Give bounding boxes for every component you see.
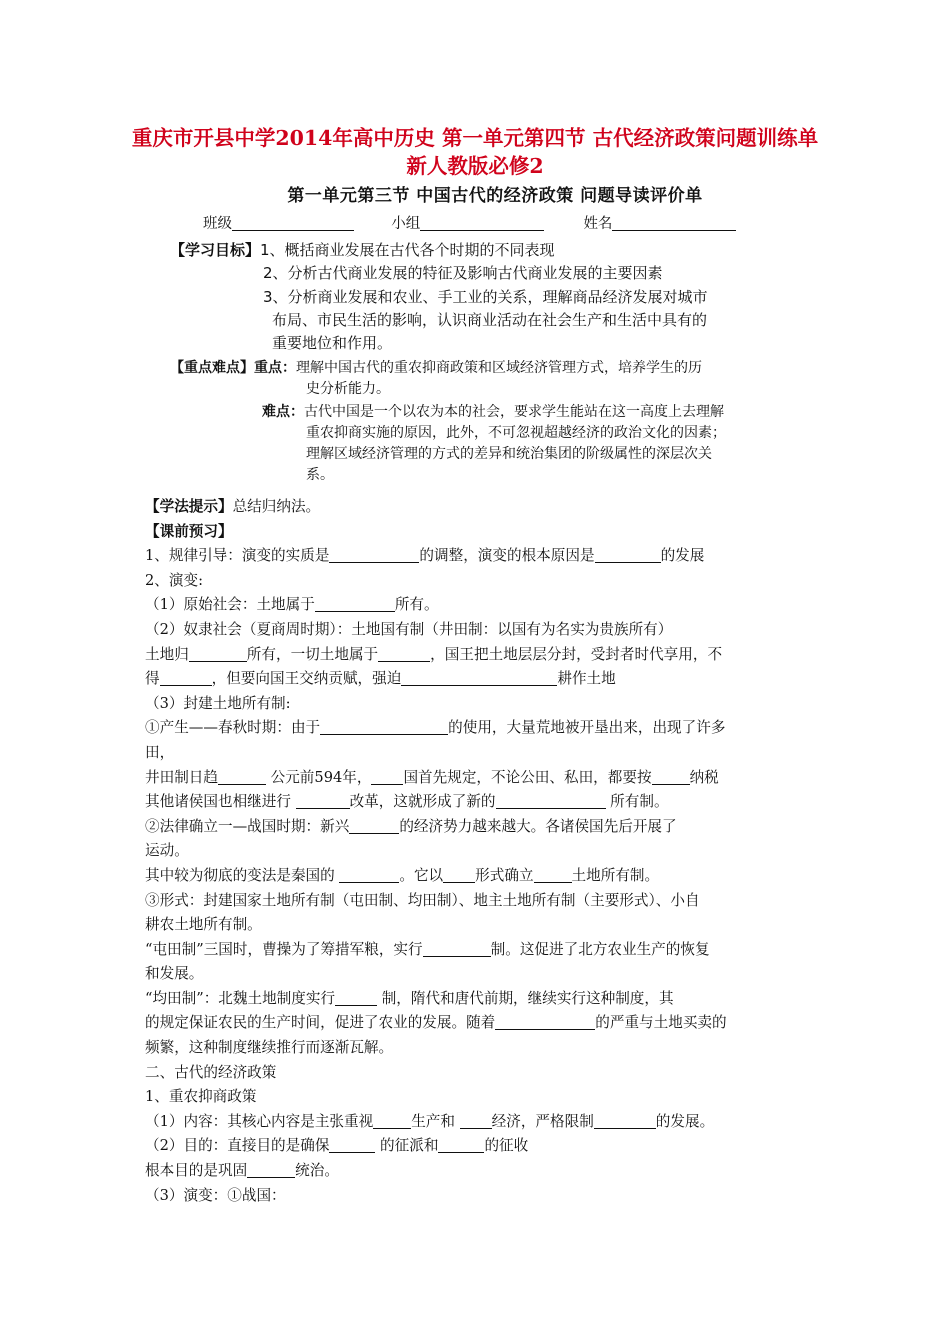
- text-segment: 所有。: [394, 596, 439, 614]
- text-segment: 的发展: [660, 547, 705, 565]
- body-line: 2、演变:: [145, 571, 203, 589]
- focus-line: 史分析能力。: [306, 381, 390, 397]
- text-segment: 井田制日趋: [145, 768, 218, 786]
- body-line: [145, 544, 815, 569]
- fill-in-blank: [296, 792, 350, 809]
- text-segment: 其他诸侯国也相继进行: [145, 793, 296, 811]
- fill-in-blank: [339, 866, 399, 883]
- fill-in-blank: [160, 669, 212, 686]
- fill-in-blank: [401, 669, 557, 686]
- body-line: [145, 987, 815, 1012]
- difficulty-line: 理解区域经济管理的方式的差异和统治集团的阶级属性的深层次关: [306, 446, 712, 462]
- text-segment: 土地归: [145, 645, 189, 663]
- body-line: 频繁，这种制度继续推行而逐渐瓦解。: [145, 1039, 394, 1057]
- fill-in-blank: [371, 768, 403, 785]
- student-info-row: [203, 212, 736, 236]
- text-segment: 经济，严格限制: [491, 1112, 594, 1130]
- difficulty-line-1: 难点：古代中国是一个以农为本的社会，要求学生能站在这一高度上去理解: [262, 404, 724, 420]
- fill-in-blank: [329, 1136, 375, 1153]
- fill-in-blank: [438, 1136, 484, 1153]
- fill-in-blank: [423, 940, 491, 957]
- fill-in-blank: [443, 866, 475, 883]
- text-segment: 所有，一切土地属于: [246, 645, 379, 663]
- text-segment: 形式确立: [475, 866, 534, 884]
- goal-item: 3、分析商业发展和农业、手工业的关系，理解商品经济发展对城市: [263, 288, 708, 306]
- body-line: 运动。: [145, 842, 189, 860]
- text-segment: 的严重与土地买卖的: [595, 1014, 727, 1032]
- document-title: 重庆市开县中学2014年高中历史 第一单元第四节 古代经济政策问题训练单 新人教版必修2: [131, 126, 819, 178]
- body-line: [145, 716, 815, 741]
- class-blank: [232, 214, 354, 231]
- text-segment: “屯田制”三国时，曹操为了筹措军粮，实行: [145, 940, 423, 958]
- body-line: 耕农土地所有制。: [145, 916, 262, 934]
- class-label: 班级: [203, 216, 232, 232]
- body-line: （3）封建土地所有制:: [145, 694, 291, 712]
- text-segment: 统治。: [295, 1162, 339, 1180]
- text-segment: 根本目的是巩固: [145, 1162, 248, 1180]
- body-line: [145, 938, 815, 963]
- text-segment: 纳税: [689, 768, 719, 786]
- text-segment: 公元前594年，: [265, 768, 372, 786]
- text-segment: 的发展。: [655, 1112, 715, 1130]
- text-segment: “均田制”：北魏土地制度实行: [145, 989, 336, 1007]
- text-segment: 的调整，演变的根本原因是: [419, 547, 595, 565]
- preview-heading: 【课前预习】: [145, 522, 233, 540]
- body-line: [145, 864, 815, 889]
- fill-in-blank: [534, 866, 572, 883]
- body-line: [145, 593, 815, 618]
- fill-in-blank: [329, 546, 419, 563]
- fill-in-blank: [373, 1112, 411, 1129]
- learning-goals-line-1: 【学习目标】1、概括商业发展在古代各个时期的不同表现: [170, 241, 555, 259]
- group-label: 小组: [391, 216, 421, 232]
- fill-in-blank: [247, 1161, 295, 1178]
- body-line: （2）奴隶社会（夏商周时期）：土地国有制（井田制：以国有为名实为贵族所有）: [145, 620, 673, 638]
- text-segment: 国首先规定，不论公田、私田，都要按: [403, 768, 652, 786]
- text-segment: 的征派和: [375, 1137, 439, 1155]
- fill-in-blank: [320, 718, 448, 735]
- body-line: [145, 1134, 815, 1159]
- goal-item: 布局、市民生活的影响，认识商业活动在社会生产和生活中具有的: [272, 311, 708, 329]
- fill-in-blank: [496, 792, 606, 809]
- text-segment: （1）原始社会：土地属于: [145, 596, 315, 614]
- text-segment: 其中较为彻底的变法是秦国的: [145, 866, 340, 884]
- fill-in-blank: [652, 768, 690, 785]
- fill-in-blank: [189, 645, 247, 662]
- text-segment: ①产生——春秋时期：由于: [145, 719, 321, 737]
- text-segment: ，但要向国王交纳贡赋，强迫: [211, 670, 402, 688]
- text-segment: 1、规律引导：演变的实质是: [145, 547, 330, 565]
- goal-item: 2、分析古代商业发展的特征及影响古代商业发展的主要因素: [263, 264, 663, 282]
- text-segment: 总结归纳法。: [232, 498, 321, 515]
- name-blank: [612, 214, 736, 231]
- text-segment: 的经济势力越来越大。各诸侯国先后开展了: [399, 817, 677, 835]
- fill-in-blank: [349, 817, 399, 834]
- text-segment: 改革，这就形成了新的: [349, 793, 496, 811]
- key-label: 【重点难点】: [170, 360, 254, 376]
- body-line: [145, 790, 815, 815]
- text-segment: 生产和: [411, 1112, 460, 1130]
- text-segment: 【学法提示】: [145, 498, 233, 515]
- worksheet-body: [145, 495, 815, 1208]
- fill-in-blank: [218, 768, 266, 785]
- group-blank: [420, 214, 544, 231]
- body-line: [145, 667, 815, 692]
- body-line: ③形式：封建国家土地所有制（屯田制、均田制）、地主土地所有制（主要形式）、小自: [145, 891, 700, 909]
- text-segment: 。它以: [399, 866, 444, 884]
- body-line: [145, 1159, 815, 1184]
- method-line: [145, 495, 815, 520]
- text-segment: 得: [145, 670, 160, 688]
- text-segment: ②法律确立一—战国时期：新兴: [145, 817, 350, 835]
- body-line: 和发展。: [145, 965, 204, 983]
- text-segment: 耕作土地: [557, 670, 616, 688]
- body-line: [145, 1011, 815, 1036]
- focus-label: 重点：: [254, 360, 296, 376]
- fill-in-blank: [315, 595, 395, 612]
- body-line: 田，: [145, 743, 175, 761]
- body-line: [145, 815, 815, 840]
- body-line: [145, 766, 815, 791]
- goals-label: 【学习目标】: [170, 241, 261, 259]
- fill-in-blank: [495, 1013, 595, 1030]
- difficulty-line: 重农抑商实施的原因，此外，不可忽视超越经济的政治文化的因素；: [306, 425, 726, 441]
- body-line: [145, 1110, 815, 1135]
- text-segment: 的规定保证农民的生产时间，促进了农业的发展。随着: [145, 1014, 496, 1032]
- fill-in-blank: [595, 546, 661, 563]
- text-segment: 制。这促进了北方农业生产的恢复: [490, 940, 710, 958]
- name-label: 姓名: [583, 216, 613, 232]
- text-segment: 制，隋代和唐代前期，继续实行这种制度，其: [377, 989, 674, 1007]
- body-line: [145, 643, 815, 668]
- goal-item: 重要地位和作用。: [272, 334, 393, 352]
- text-segment: 所有制。: [605, 793, 669, 811]
- text-segment: （2）目的：直接目的是确保: [145, 1137, 330, 1155]
- body-line: 1、重农抑商政策: [145, 1088, 257, 1106]
- text-segment: 土地所有制。: [571, 866, 660, 884]
- fill-in-blank: [460, 1112, 492, 1129]
- text-segment: 的使用，大量荒地被开垦出来，出现了许多: [448, 719, 726, 737]
- difficulty-line: 系。: [306, 467, 334, 483]
- text-segment: 的征收: [484, 1137, 529, 1155]
- text-segment: （1）内容：其核心内容是主张重视: [145, 1112, 374, 1130]
- key-points-line-1: 【重点难点】重点：理解中国古代的重农抑商政策和区域经济管理方式，培养学生的历: [170, 360, 702, 376]
- body-line: 二、古代的经济政策: [145, 1063, 277, 1081]
- fill-in-blank: [335, 989, 377, 1006]
- fill-in-blank: [594, 1112, 656, 1129]
- worksheet-subtitle: 第一单元第三节 中国古代的经济政策 问题导读评价单: [287, 186, 703, 206]
- fill-in-blank: [378, 645, 430, 662]
- text-segment: ，国王把土地层层分封，受封者时代享用，不: [430, 645, 723, 663]
- body-line: （3）演变：①战国：: [145, 1186, 286, 1204]
- hard-label: 难点：: [262, 404, 304, 420]
